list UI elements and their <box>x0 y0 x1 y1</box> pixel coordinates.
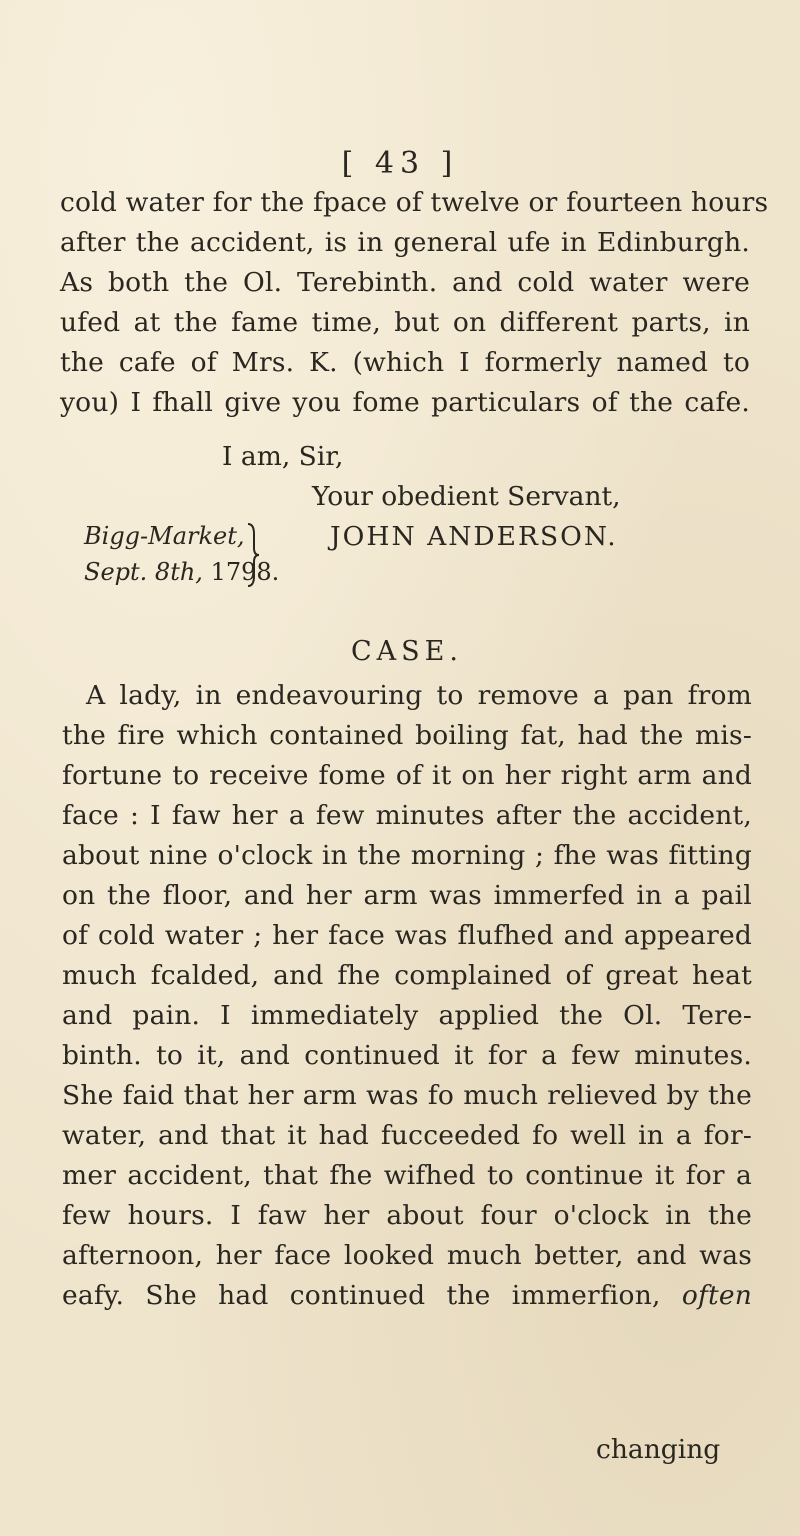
page-number: [ 43 ] <box>341 146 459 181</box>
text-line: you) I fhall give you fome particulars of the cafe. <box>60 387 750 418</box>
text-line: of cold water ; her face was flufhed and appeared <box>62 920 752 951</box>
text-line: mer accident, that fhe wifhed to continue it for a <box>62 1160 752 1191</box>
text-line: afternoon, her face looked much better, and was <box>62 1240 752 1271</box>
text-line: cold water for the fpace of twelve or fourteen hours <box>60 187 769 218</box>
text-line: much fcalded, and fhe complained of great heat <box>62 960 752 991</box>
date-year: 1798. <box>210 558 280 586</box>
letter-valediction: Your obedient Servant, <box>312 481 621 512</box>
text-line <box>62 1276 752 1316</box>
catchword: changing <box>596 1434 721 1465</box>
text-line: A lady, in endeavouring to remove a pan from <box>86 680 752 711</box>
date-month: Sept. <box>84 558 148 586</box>
section-heading: CASE. <box>351 636 463 667</box>
text-line: and pain. I immediately applied the Ol. Tere- <box>62 1000 752 1031</box>
text-line: on the floor, and her arm was immerfed in a pail <box>62 880 752 911</box>
final-line-text: eafy. She had continued the immerfion, <box>62 1280 661 1311</box>
curly-brace-icon <box>246 522 260 588</box>
text-line: after the accident, is in general ufe in Edinburgh. <box>60 227 750 258</box>
text-line: binth. to it, and continued it for a few minutes. <box>62 1040 752 1071</box>
text-line: She faid that her arm was fo much relieved by the <box>62 1080 752 1111</box>
text-line: few hours. I faw her about four o'clock in the <box>62 1200 752 1231</box>
letter-place: Bigg-Market, <box>84 522 245 550</box>
text-line: As both the Ol. Terebinth. and cold water were <box>60 267 750 298</box>
text-line: about nine o'clock in the morning ; fhe was fitting <box>62 840 752 871</box>
text-line: the fire which contained boiling fat, had the mis- <box>62 720 752 751</box>
text-line: face : I faw her a few minutes after the accident, <box>62 800 752 831</box>
letter-paragraph <box>60 183 769 423</box>
final-line-italic: often <box>681 1280 752 1311</box>
text-line: water, and that it had fucceeded fo well in a for- <box>62 1120 752 1151</box>
text-line: ufed at the fame time, but on different parts, in <box>60 307 750 338</box>
letter-signature: JOHN ANDERSON. <box>330 521 618 552</box>
case-paragraph <box>62 676 752 1316</box>
text-line: the cafe of Mrs. K. (which I formerly named to <box>60 347 750 378</box>
letter-salutation: I am, Sir, <box>222 441 344 472</box>
date-day: 8th, <box>154 558 203 586</box>
text-line: fortune to receive fome of it on her right arm and <box>62 760 752 791</box>
